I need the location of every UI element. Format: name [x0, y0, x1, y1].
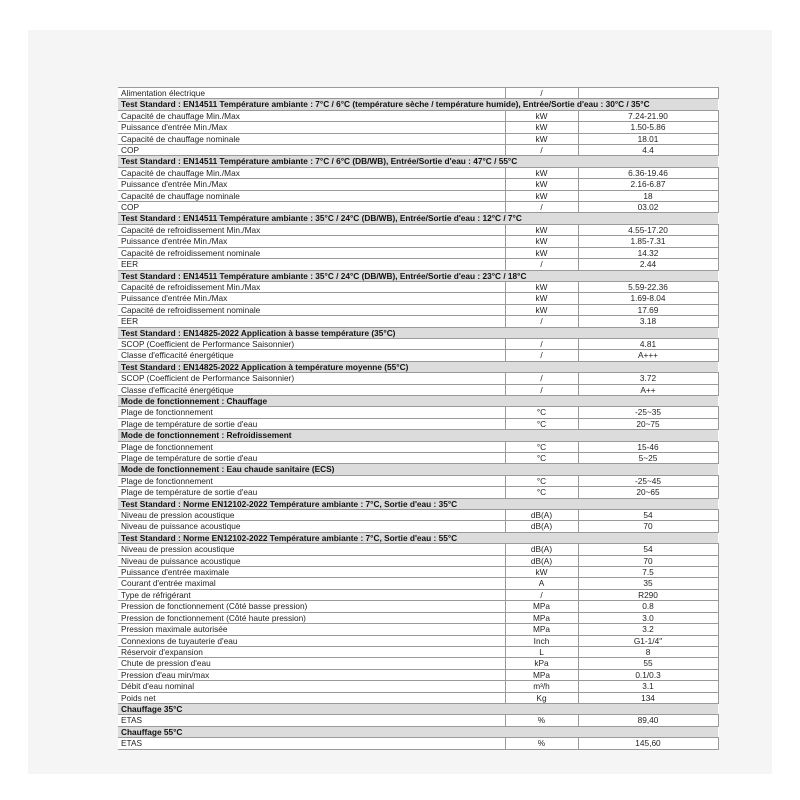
spec-label: Plage de fonctionnement — [118, 441, 505, 452]
spec-label: Débit d'eau nominal — [118, 681, 505, 692]
spec-unit: A — [505, 578, 578, 589]
spec-label: EER — [118, 316, 505, 327]
spec-label: Capacité de chauffage Min./Max — [118, 110, 505, 121]
spec-value: 7.5 — [578, 567, 718, 578]
spec-label: Pression de fonctionnement (Côté haute pression) — [118, 612, 505, 623]
spec-unit: kPa — [505, 658, 578, 669]
spec-row — [118, 578, 718, 589]
spec-row — [118, 510, 718, 521]
spec-value: -25~35 — [578, 407, 718, 418]
spec-value: 89,40 — [578, 715, 718, 726]
spec-label: COP — [118, 145, 505, 156]
spec-row — [118, 646, 718, 657]
spec-unit: / — [505, 589, 578, 600]
spec-row — [118, 88, 718, 99]
spec-label: Niveau de pression acoustique — [118, 510, 505, 521]
section-header-row — [118, 327, 718, 338]
spec-value: 134 — [578, 692, 718, 703]
spec-row — [118, 167, 718, 178]
spec-row — [118, 110, 718, 121]
spec-value: 03.02 — [578, 202, 718, 213]
spec-value — [578, 88, 718, 99]
spec-label: ETAS — [118, 715, 505, 726]
spec-label: Puissance d'entrée maximale — [118, 567, 505, 578]
spec-unit: / — [505, 373, 578, 384]
spec-row — [118, 475, 718, 486]
spec-value: 54 — [578, 544, 718, 555]
spec-label: Chute de pression d'eau — [118, 658, 505, 669]
spec-label: Pression d'eau min/max — [118, 669, 505, 680]
spec-label: Alimentation électrique — [118, 88, 505, 99]
spec-label: Courant d'entrée maximal — [118, 578, 505, 589]
spec-value: 20~65 — [578, 487, 718, 498]
section-header-row — [118, 703, 718, 714]
section-header-row — [118, 430, 718, 441]
spec-unit: kW — [505, 304, 578, 315]
section-title: Test Standard : EN14511 Température ambiante : 7°C / 6°C (DB/WB), Entrée/Sortie d'eau : 47°C / 55°C — [118, 156, 718, 167]
spec-row — [118, 555, 718, 566]
spec-value: 1.50-5.86 — [578, 122, 718, 133]
spec-value: 15-46 — [578, 441, 718, 452]
spec-label: Capacité de refroidissement Min./Max — [118, 281, 505, 292]
spec-unit: °C — [505, 453, 578, 464]
section-title: Test Standard : EN14825-2022 Application à basse température (35°C) — [118, 327, 718, 338]
spec-value: 20~75 — [578, 418, 718, 429]
section-header-row — [118, 498, 718, 509]
section-header-row — [118, 213, 718, 224]
spec-label: SCOP (Coefficient de Performance Saisonnier) — [118, 338, 505, 349]
spec-value: 3.0 — [578, 612, 718, 623]
spec-label: Poids net — [118, 692, 505, 703]
section-header-row — [118, 395, 718, 406]
spec-row — [118, 407, 718, 418]
spec-label: Classe d'efficacité énergétique — [118, 384, 505, 395]
section-header-row — [118, 361, 718, 372]
spec-row — [118, 350, 718, 361]
spec-label: Niveau de pression acoustique — [118, 544, 505, 555]
spec-unit: °C — [505, 475, 578, 486]
spec-value: 1.85-7.31 — [578, 236, 718, 247]
spec-row — [118, 281, 718, 292]
section-header-row — [118, 270, 718, 281]
specification-table — [118, 87, 719, 750]
spec-row — [118, 692, 718, 703]
spec-label: Capacité de chauffage Min./Max — [118, 167, 505, 178]
spec-unit: dB(A) — [505, 510, 578, 521]
spec-value: R290 — [578, 589, 718, 600]
spec-label: Classe d'efficacité énergétique — [118, 350, 505, 361]
spec-row — [118, 418, 718, 429]
spec-row — [118, 179, 718, 190]
spec-unit: / — [505, 88, 578, 99]
spec-row — [118, 259, 718, 270]
spec-unit: / — [505, 350, 578, 361]
spec-label: Capacité de refroidissement nominale — [118, 247, 505, 258]
spec-unit: kW — [505, 133, 578, 144]
spec-unit: kW — [505, 122, 578, 133]
section-header-row — [118, 99, 718, 110]
spec-row — [118, 624, 718, 635]
spec-value: 3.1 — [578, 681, 718, 692]
spec-value: 3.18 — [578, 316, 718, 327]
spec-unit: MPa — [505, 624, 578, 635]
spec-value: 1.69-8.04 — [578, 293, 718, 304]
spec-value: -25~45 — [578, 475, 718, 486]
spec-value: 4.81 — [578, 338, 718, 349]
spec-value: 70 — [578, 555, 718, 566]
spec-row — [118, 224, 718, 235]
spec-row — [118, 567, 718, 578]
section-title: Test Standard : EN14511 Température ambiante : 35°C / 24°C (DB/WB), Entrée/Sortie d'eau : 23°C / 18°C — [118, 270, 718, 281]
spec-label: Puissance d'entrée Min./Max — [118, 122, 505, 133]
spec-label: Pression maximale autorisée — [118, 624, 505, 635]
spec-row — [118, 487, 718, 498]
spec-unit: / — [505, 259, 578, 270]
section-title: Mode de fonctionnement : Chauffage — [118, 395, 718, 406]
spec-row — [118, 715, 718, 726]
spec-unit: MPa — [505, 669, 578, 680]
spec-label: Puissance d'entrée Min./Max — [118, 236, 505, 247]
spec-value: 5~25 — [578, 453, 718, 464]
spec-row — [118, 453, 718, 464]
spec-label: Plage de fonctionnement — [118, 407, 505, 418]
spec-row — [118, 521, 718, 532]
spec-value: 145,60 — [578, 738, 718, 749]
spec-label: Niveau de puissance acoustique — [118, 555, 505, 566]
spec-unit: °C — [505, 487, 578, 498]
spec-label: ETAS — [118, 738, 505, 749]
section-title: Chauffage 55°C — [118, 726, 718, 737]
spec-label: Plage de température de sortie d'eau — [118, 453, 505, 464]
spec-value: 2.44 — [578, 259, 718, 270]
spec-unit: kW — [505, 190, 578, 201]
spec-value: 7.24-21.90 — [578, 110, 718, 121]
spec-row — [118, 122, 718, 133]
spec-row — [118, 669, 718, 680]
spec-unit: kW — [505, 224, 578, 235]
spec-row — [118, 384, 718, 395]
spec-unit: dB(A) — [505, 544, 578, 555]
spec-unit: m³/h — [505, 681, 578, 692]
spec-value: 18.01 — [578, 133, 718, 144]
spec-value: 8 — [578, 646, 718, 657]
spec-unit: dB(A) — [505, 555, 578, 566]
spec-row — [118, 316, 718, 327]
spec-row — [118, 658, 718, 669]
spec-label: Plage de fonctionnement — [118, 475, 505, 486]
spec-value: A++ — [578, 384, 718, 395]
spec-unit: kW — [505, 179, 578, 190]
spec-label: Plage de température de sortie d'eau — [118, 487, 505, 498]
spec-label: Pression de fonctionnement (Côté basse pression) — [118, 601, 505, 612]
section-header-row — [118, 464, 718, 475]
spec-row — [118, 236, 718, 247]
section-header-row — [118, 156, 718, 167]
spec-row — [118, 293, 718, 304]
spec-value: 14.32 — [578, 247, 718, 258]
spec-row — [118, 338, 718, 349]
spec-unit: kW — [505, 110, 578, 121]
spec-row — [118, 601, 718, 612]
section-title: Test Standard : EN14825-2022 Application à température moyenne (55°C) — [118, 361, 718, 372]
spec-label: Niveau de puissance acoustique — [118, 521, 505, 532]
spec-value: 0.1/0.3 — [578, 669, 718, 680]
spec-unit: Kg — [505, 692, 578, 703]
spec-unit: Inch — [505, 635, 578, 646]
spec-unit: kW — [505, 247, 578, 258]
spec-unit: / — [505, 202, 578, 213]
spec-row — [118, 133, 718, 144]
spec-row — [118, 681, 718, 692]
spec-value: 35 — [578, 578, 718, 589]
spec-unit: L — [505, 646, 578, 657]
spec-value: 4.55-17.20 — [578, 224, 718, 235]
spec-unit: / — [505, 384, 578, 395]
spec-label: EER — [118, 259, 505, 270]
spec-unit: MPa — [505, 612, 578, 623]
spec-label: Puissance d'entrée Min./Max — [118, 179, 505, 190]
spec-value: 18 — [578, 190, 718, 201]
spec-unit: / — [505, 145, 578, 156]
spec-row — [118, 190, 718, 201]
spec-unit: kW — [505, 236, 578, 247]
spec-label: COP — [118, 202, 505, 213]
spec-row — [118, 202, 718, 213]
spec-value: G1-1/4" — [578, 635, 718, 646]
spec-unit: % — [505, 738, 578, 749]
spec-value: A+++ — [578, 350, 718, 361]
section-header-row — [118, 726, 718, 737]
spec-row — [118, 247, 718, 258]
spec-value: 4.4 — [578, 145, 718, 156]
spec-row — [118, 635, 718, 646]
spec-label: Puissance d'entrée Min./Max — [118, 293, 505, 304]
spec-label: Capacité de chauffage nominale — [118, 133, 505, 144]
section-title: Mode de fonctionnement : Eau chaude sanitaire (ECS) — [118, 464, 718, 475]
spec-unit: dB(A) — [505, 521, 578, 532]
spec-unit: % — [505, 715, 578, 726]
spec-label: Plage de température de sortie d'eau — [118, 418, 505, 429]
spec-value: 3.2 — [578, 624, 718, 635]
spec-unit: kW — [505, 167, 578, 178]
spec-label: Capacité de chauffage nominale — [118, 190, 505, 201]
spec-unit: / — [505, 338, 578, 349]
spec-row — [118, 304, 718, 315]
section-header-row — [118, 532, 718, 543]
spec-value: 2.16-6.87 — [578, 179, 718, 190]
spec-label: Connexions de tuyauterie d'eau — [118, 635, 505, 646]
section-title: Mode de fonctionnement : Refroidissement — [118, 430, 718, 441]
spec-label: SCOP (Coefficient de Performance Saisonnier) — [118, 373, 505, 384]
spec-unit: kW — [505, 567, 578, 578]
spec-row — [118, 373, 718, 384]
spec-value: 55 — [578, 658, 718, 669]
spec-value: 3.72 — [578, 373, 718, 384]
spec-unit: kW — [505, 281, 578, 292]
spec-label: Réservoir d'expansion — [118, 646, 505, 657]
spec-value: 54 — [578, 510, 718, 521]
spec-unit: MPa — [505, 601, 578, 612]
spec-value: 6.36-19.46 — [578, 167, 718, 178]
spec-unit: °C — [505, 418, 578, 429]
spec-value: 0.8 — [578, 601, 718, 612]
spec-row — [118, 738, 718, 749]
spec-row — [118, 612, 718, 623]
spec-row — [118, 145, 718, 156]
section-title: Test Standard : EN14511 Température ambiante : 35°C / 24°C (DB/WB), Entrée/Sortie d'eau : 12°C / 7°C — [118, 213, 718, 224]
spec-row — [118, 544, 718, 555]
spec-unit: °C — [505, 407, 578, 418]
spec-row — [118, 441, 718, 452]
spec-label: Type de réfrigérant — [118, 589, 505, 600]
spec-value: 5.59-22.36 — [578, 281, 718, 292]
spec-label: Capacité de refroidissement Min./Max — [118, 224, 505, 235]
document-sheet — [28, 30, 772, 774]
spec-unit: °C — [505, 441, 578, 452]
spec-unit: / — [505, 316, 578, 327]
spec-value: 70 — [578, 521, 718, 532]
section-title: Chauffage 35°C — [118, 703, 718, 714]
section-title: Test Standard : EN14511 Température ambiante : 7°C / 6°C (température sèche / température humide), Entrée/Sortie d'eau : 30°C / 35°C — [118, 99, 718, 110]
spec-unit: kW — [505, 293, 578, 304]
spec-label: Capacité de refroidissement nominale — [118, 304, 505, 315]
spec-value: 17.69 — [578, 304, 718, 315]
spec-row — [118, 589, 718, 600]
section-title: Test Standard : Norme EN12102-2022 Température ambiante : 7°C, Sortie d'eau : 35°C — [118, 498, 718, 509]
section-title: Test Standard : Norme EN12102-2022 Température ambiante : 7°C, Sortie d'eau : 55°C — [118, 532, 718, 543]
